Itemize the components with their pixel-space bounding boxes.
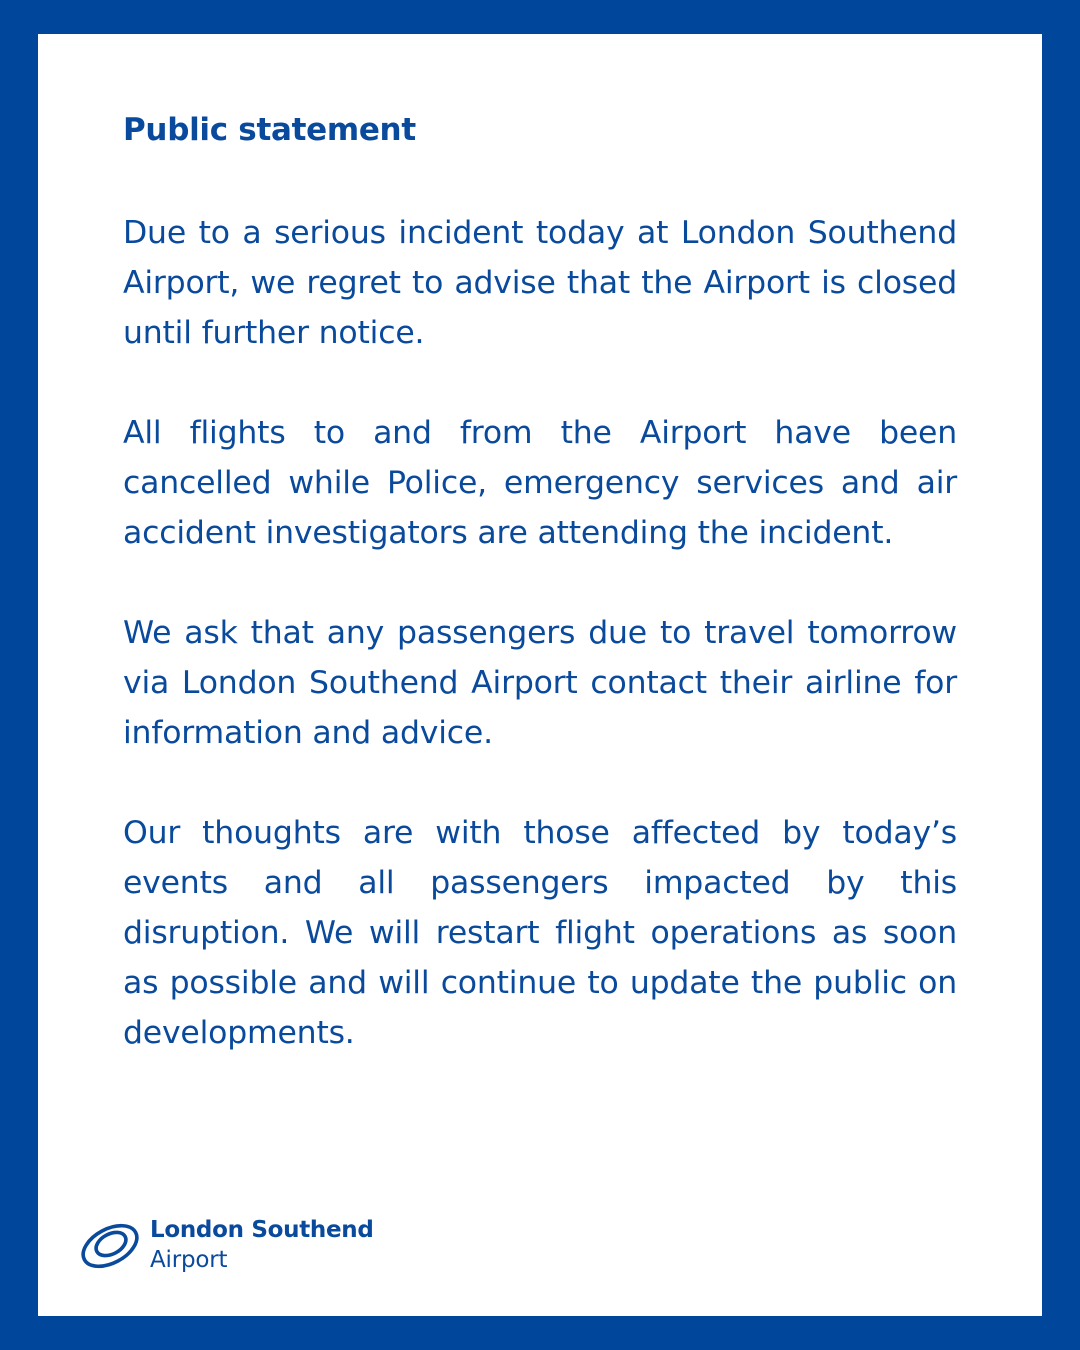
airport-logo-text bbox=[150, 1215, 374, 1275]
airport-logo-icon bbox=[78, 1213, 142, 1277]
statement-paragraph-3: We ask that any passengers due to travel tomorrow via London Southend Airport contact their airline for information and advice. bbox=[123, 615, 957, 751]
statement-card bbox=[38, 34, 1042, 1316]
statement-paragraph-1: Due to a serious incident today at London Southend Airport, we regret to advise that the Airport is closed until further notice. bbox=[123, 215, 957, 351]
statement-paragraph-2: All flights to and from the Airport have been cancelled while Police, emergency services and air accident investigators are attending the incident. bbox=[123, 415, 957, 551]
logo-name-line: London Southend bbox=[150, 1217, 374, 1243]
statement-paragraph-4: Our thoughts are with those affected by today’s events and all passengers impacted by this disruption. We will restart flight operations as soon as possible and will continue to update the public on developments. bbox=[123, 815, 957, 1051]
logo-airport-line: Airport bbox=[150, 1247, 228, 1273]
airport-logo bbox=[78, 1210, 374, 1280]
statement-title: Public statement bbox=[123, 112, 416, 148]
statement-content bbox=[123, 108, 957, 1108]
